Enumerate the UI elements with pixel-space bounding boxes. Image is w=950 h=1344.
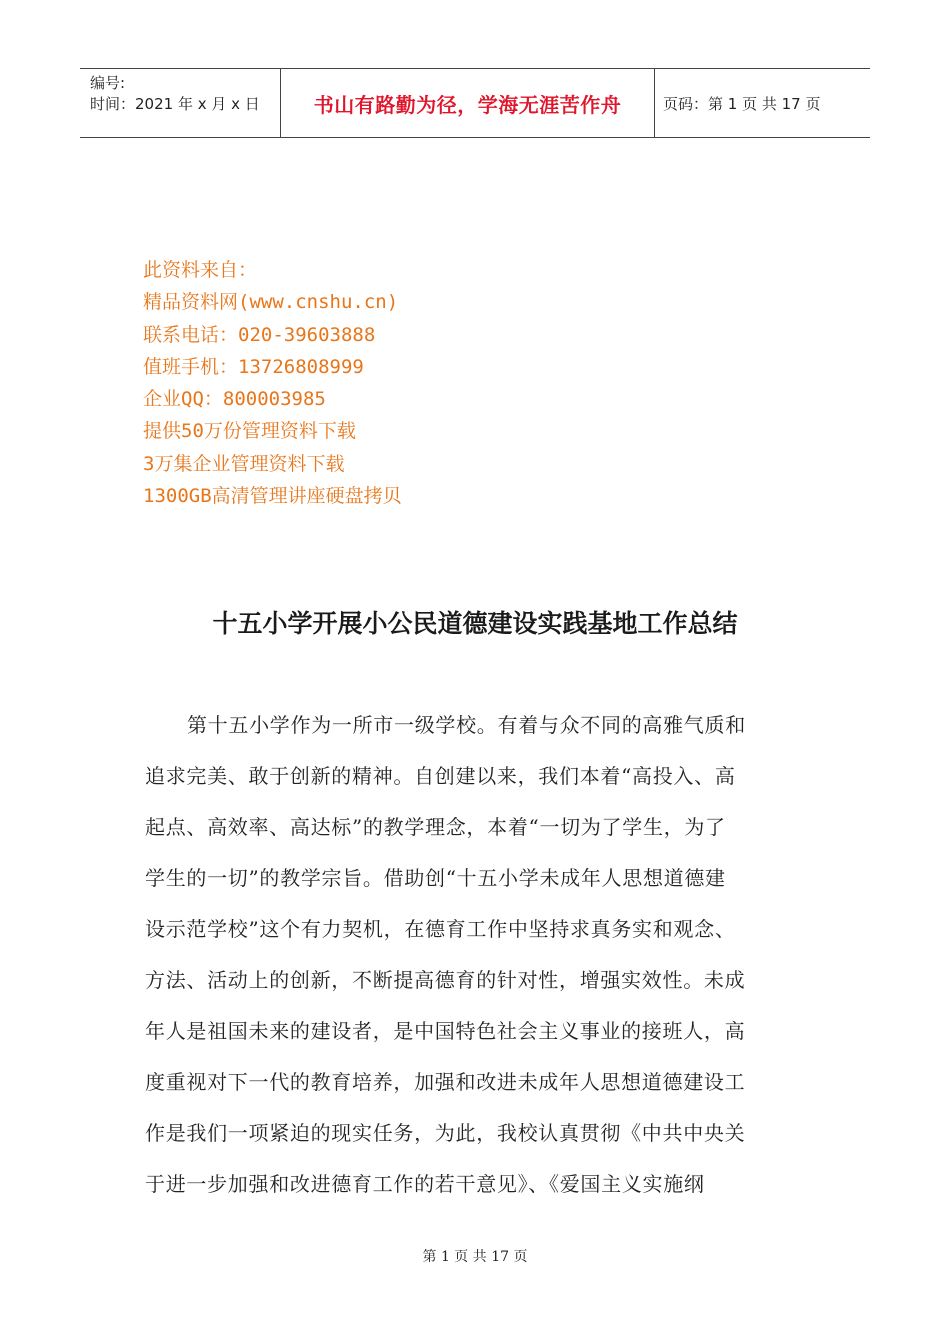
body-line: 设示范学校”这个有力契机，在德育工作中坚持求真务实和观念、 (145, 917, 736, 941)
source-line: 值班手机：13726808999 (143, 355, 364, 378)
source-line: 联系电话：020-39603888 (143, 323, 376, 346)
source-line: 精品资料网(www.cnshu.cn) (143, 291, 399, 314)
body-line: 方法、活动上的创新，不断提高德育的针对性，增强实效性。未成 (145, 968, 746, 992)
body-line: 度重视对下一代的教育培养，加强和改进未成年人思想道德建设工 (145, 1070, 746, 1094)
body-line: 于进一步加强和改进德育工作的若干意见》、《爱国主义实施纲 (145, 1172, 705, 1196)
header-meta (80, 69, 281, 137)
time-label: 时间：2021 年 x 月 x 日 (90, 95, 260, 113)
source-line: 3万集企业管理资料下载 (143, 452, 345, 475)
source-line: 企业QQ：800003985 (143, 388, 326, 411)
header-motto-cell (281, 69, 655, 137)
header-page-info-cell (655, 69, 870, 137)
source-line: 提供50万份管理资料下载 (143, 420, 356, 443)
page-info: 页码：第 1 页 共 17 页 (663, 94, 821, 113)
page-footer: 第 1 页 共 17 页 (422, 1249, 528, 1265)
document-body (145, 700, 795, 1210)
source-line: 1300GB高清管理讲座硬盘拷贝 (143, 485, 402, 508)
body-line: 第十五小学作为一所市一级学校。有着与众不同的高雅气质和 (187, 713, 746, 737)
motto: 书山有路勤为径，学海无涯苦作舟 (313, 92, 622, 117)
document-title: 十五小学开展小公民道德建设实践基地工作总结 (212, 609, 738, 638)
body-line: 学生的一切”的教学宗旨。借助创“十五小学未成年人思想道德建 (145, 866, 726, 890)
source-line: 此资料来自： (143, 259, 258, 281)
body-line: 年人是祖国未来的建设者，是中国特色社会主义事业的接班人，高 (145, 1019, 746, 1043)
source-info (143, 254, 402, 512)
body-line: 追求完美、敢于创新的精神。自创建以来，我们本着“高投入、高 (145, 764, 736, 788)
body-line: 作是我们一项紧迫的现实任务，为此，我校认真贯彻《中共中央关 (145, 1121, 746, 1145)
number-label: 编号: (90, 74, 126, 92)
body-line: 起点、高效率、高达标”的教学理念，本着“一切为了学生，为了 (145, 815, 726, 839)
page-header (80, 68, 870, 138)
